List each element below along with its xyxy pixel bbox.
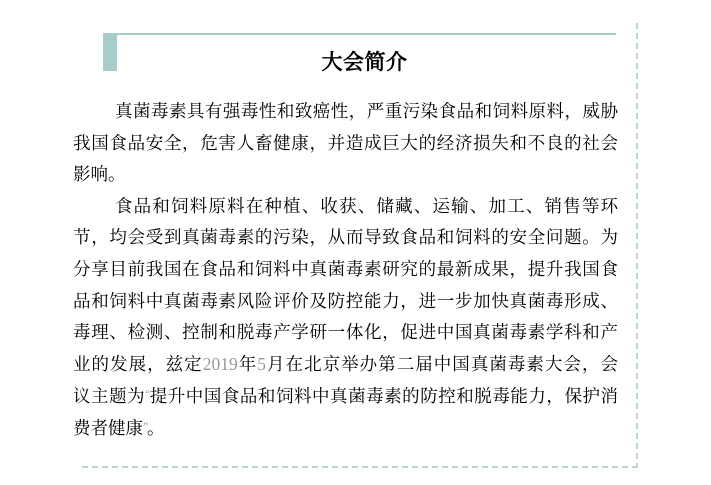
intro-body <box>73 96 618 444</box>
body-line-p1-3: 影响。 <box>73 164 126 185</box>
page-title: 大会简介 <box>321 51 408 74</box>
muted-number: 5 <box>257 353 266 374</box>
quote-mark: “ <box>145 389 150 402</box>
body-line-p2-7: 议主题为“提升中国食品和饲料中真菌毒素的防控和脱毒能力，保护消 <box>73 386 618 407</box>
bottom-dashed-rule <box>82 466 638 468</box>
muted-number: 2019 <box>202 353 238 374</box>
body-line-p1-2: 我国食品安全，危害人畜健康，并造成巨大的经济损失和不良的社会 <box>73 132 618 153</box>
quote-mark: ” <box>143 420 148 433</box>
body-line-p2-1: 食品和饲料原料在种植、收获、储藏、运输、加工、销售等环 <box>115 195 618 216</box>
top-rule <box>117 33 616 35</box>
body-line-p1-1: 真菌毒素具有强毒性和致癌性，严重污染食品和饲料原料，威胁 <box>115 101 618 121</box>
body-line-p2-5: 毒理、检测、控制和脱毒产学研一体化，促进中国真菌毒素学科和产 <box>73 322 618 343</box>
body-line-p2-4: 品和饲料中真菌毒素风险评价及防控能力，进一步加快真菌毒形成、 <box>73 290 618 311</box>
body-line-p2-6: 业的发展，兹定2019年5月在北京举办第二届中国真菌毒素大会，会 <box>73 353 618 374</box>
right-dashed-rule <box>636 23 638 468</box>
body-line-p2-3: 分享目前我国在食品和饲料中真菌毒素研究的最新成果，提升我国食 <box>73 258 618 279</box>
body-line-p2-8: 费者健康”。 <box>73 417 165 438</box>
body-line-p2-2: 节，均会受到真菌毒素的污染，从而导致食品和饲料的安全问题。为 <box>73 227 618 248</box>
